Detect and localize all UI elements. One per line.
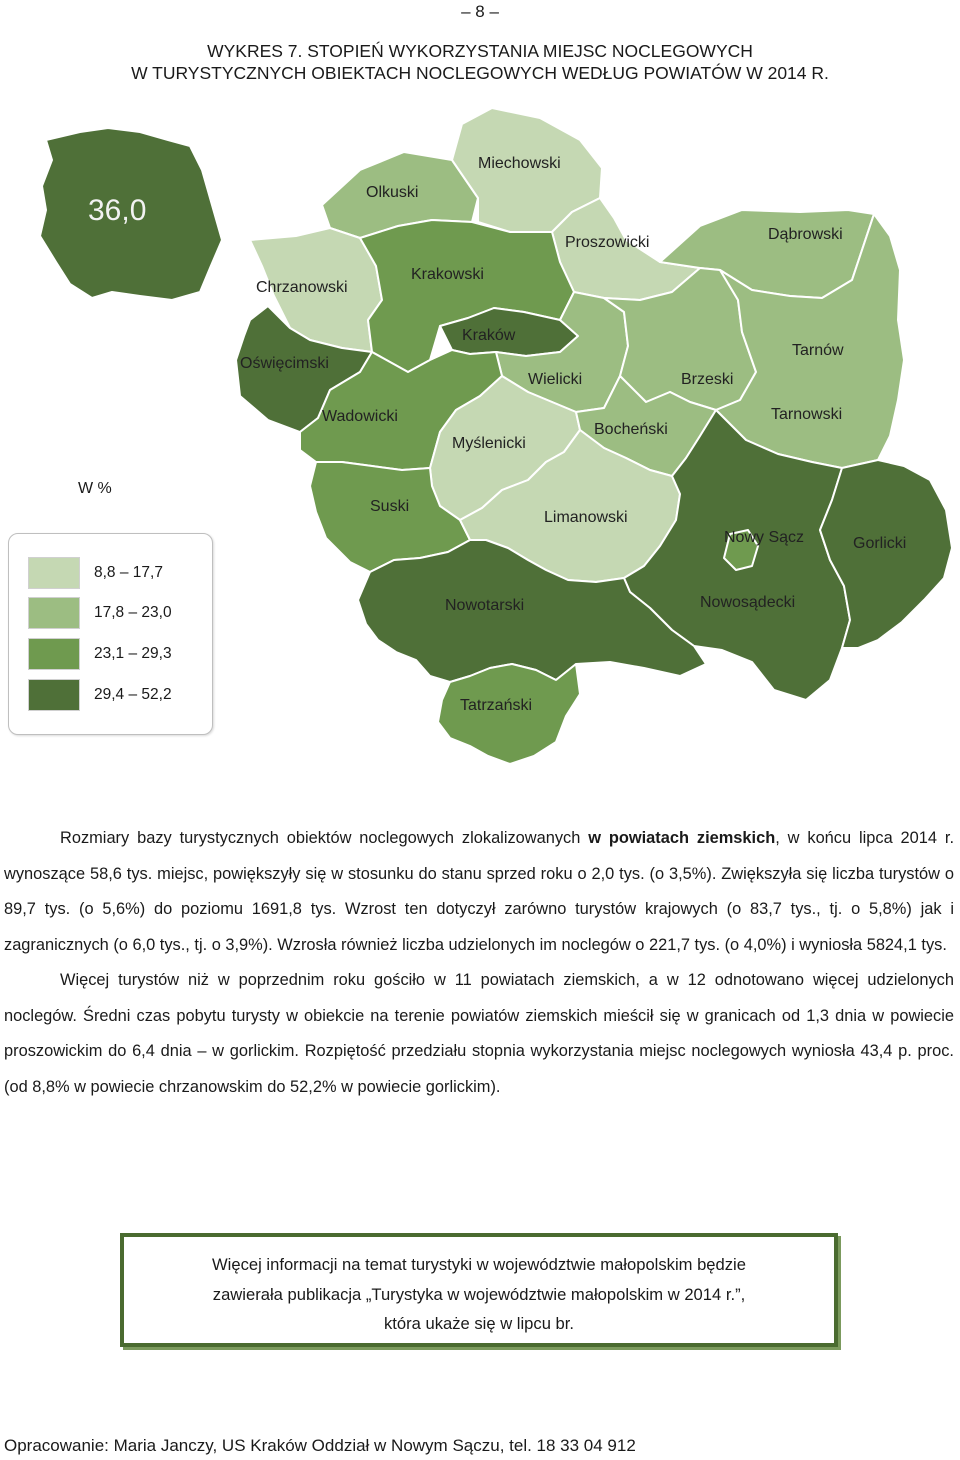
legend-swatch: [28, 638, 80, 670]
legend-label: 17,8 ‒ 23,0: [94, 604, 172, 621]
info-box-line3: która ukaże się w lipcu br.: [384, 1314, 574, 1333]
legend-item: [28, 638, 218, 670]
info-box: [120, 1233, 838, 1347]
label-krakowski: Krakowski: [411, 266, 484, 283]
label-wielicki: Wielicki: [528, 371, 583, 388]
label-dabrowski: Dąbrowski: [768, 226, 843, 243]
info-box-line1: Więcej informacji na temat turystyki w województwie małopolskim będzie: [212, 1255, 746, 1274]
label-krakow: Kraków: [462, 327, 516, 344]
label-nowosadecki: Nowosądecki: [700, 594, 796, 611]
label-proszowicki: Proszowicki: [565, 234, 650, 251]
legend-label: 8,8 ‒ 17,7: [94, 564, 163, 581]
region-tatrzanski: [438, 664, 580, 764]
legend: [8, 533, 213, 735]
label-limanowski: Limanowski: [544, 509, 628, 526]
footer: Opracowanie: Maria Janczy, US Kraków Oddział w Nowym Sączu, tel. 18 33 04 912: [4, 1436, 636, 1455]
legend-title: W %: [78, 480, 112, 497]
body-text: [4, 821, 954, 1105]
map-title-line2: W TURYSTYCZNYCH OBIEKTACH NOCLEGOWYCH WEDŁUG POWIATÓW W 2014 R.: [131, 63, 829, 83]
label-wadowicki: Wadowicki: [322, 408, 398, 425]
label-myslenicki: Myślenicki: [452, 435, 526, 452]
map-title-line1: WYKRES 7. STOPIEŃ WYKORZYSTANIA MIEJSC NOCLEGOWYCH: [207, 41, 753, 61]
label-oswiecimski: Oświęcimski: [240, 355, 329, 372]
label-nowotarski: Nowotarski: [445, 597, 525, 614]
page-number: ‒ 8 ‒: [461, 2, 499, 21]
legend-item: [28, 597, 218, 629]
label-tarnow: Tarnów: [792, 342, 844, 359]
inset-value-label: 36,0: [88, 194, 147, 227]
legend-label: 29,4 ‒ 52,2: [94, 686, 172, 703]
label-brzeski: Brzeski: [681, 371, 734, 388]
legend-swatch: [28, 557, 80, 589]
legend-item: [28, 557, 218, 589]
label-tarnowski: Tarnowski: [771, 406, 843, 423]
info-box-line2: zawierała publikacja „Turystyka w województwie małopolskim w 2014 r.”,: [212, 1284, 746, 1304]
label-bochenski: Bocheński: [594, 421, 668, 438]
legend-label: 23,1 ‒ 29,3: [94, 645, 172, 662]
label-suski: Suski: [370, 498, 410, 515]
legend-item: [28, 679, 218, 711]
paragraph-1-bold: w powiatach ziemskich: [588, 829, 776, 847]
label-olkuski: Olkuski: [366, 184, 419, 201]
legend-swatch: [28, 597, 80, 629]
paragraph-1-part-a: Rozmiary bazy turystycznych obiektów noclegowych zlokalizowanych: [60, 829, 589, 847]
label-nowy-sacz: Nowy Sącz: [724, 529, 805, 546]
label-chrzanowski: Chrzanowski: [256, 279, 348, 296]
label-gorlicki: Gorlicki: [853, 535, 907, 552]
label-miechowski: Miechowski: [478, 155, 561, 172]
map-title: [0, 40, 960, 84]
paragraph-2: Więcej turystów niż w poprzednim roku gościło w 11 powiatach ziemskich, a w 12 odnotowano więcej udzielonych noclegów. Średni czas pobytu turysty w obiekcie na terenie powiatów ziemskich mieścił się w granicach od 1,3 dnia w powiecie proszowickim do 6,4 dnia ‒ w gorlickim. Rozpiętość przedziału stopnia wykorzystania miejsc noclegowych wyniosła 43,4 p. proc. (od 8,8% w powiecie chrzanowskim do 52,2% w powiecie gorlickim).: [4, 971, 954, 1096]
label-tatrzanski: Tatrzański: [460, 697, 533, 714]
paragraph-1: [4, 821, 954, 963]
legend-swatch: [28, 679, 80, 711]
paragraph-1-part-c: , w końcu lipca 2014 r. wynoszące 58,6 tys. miejsc, powiększyły się w stosunku do stanu sprzed roku o 2,0 tys. (o 3,5%). Zwiększyła się liczba turystów o 89,7 tys. (o 5,6%) do poziomu 1691,8 tys. Wzrost ten dotyczył zarówno turystów krajowych (o 83,7 tys., tj. o 5,8%) jak i zagranicznych (o 6,0 tys., tj. o 3,9%). Wzrosła również liczba udzielonych im noclegów o 221,7 tys. (o 4,0%) i wyniosła 5824,1 tys.: [4, 829, 954, 954]
